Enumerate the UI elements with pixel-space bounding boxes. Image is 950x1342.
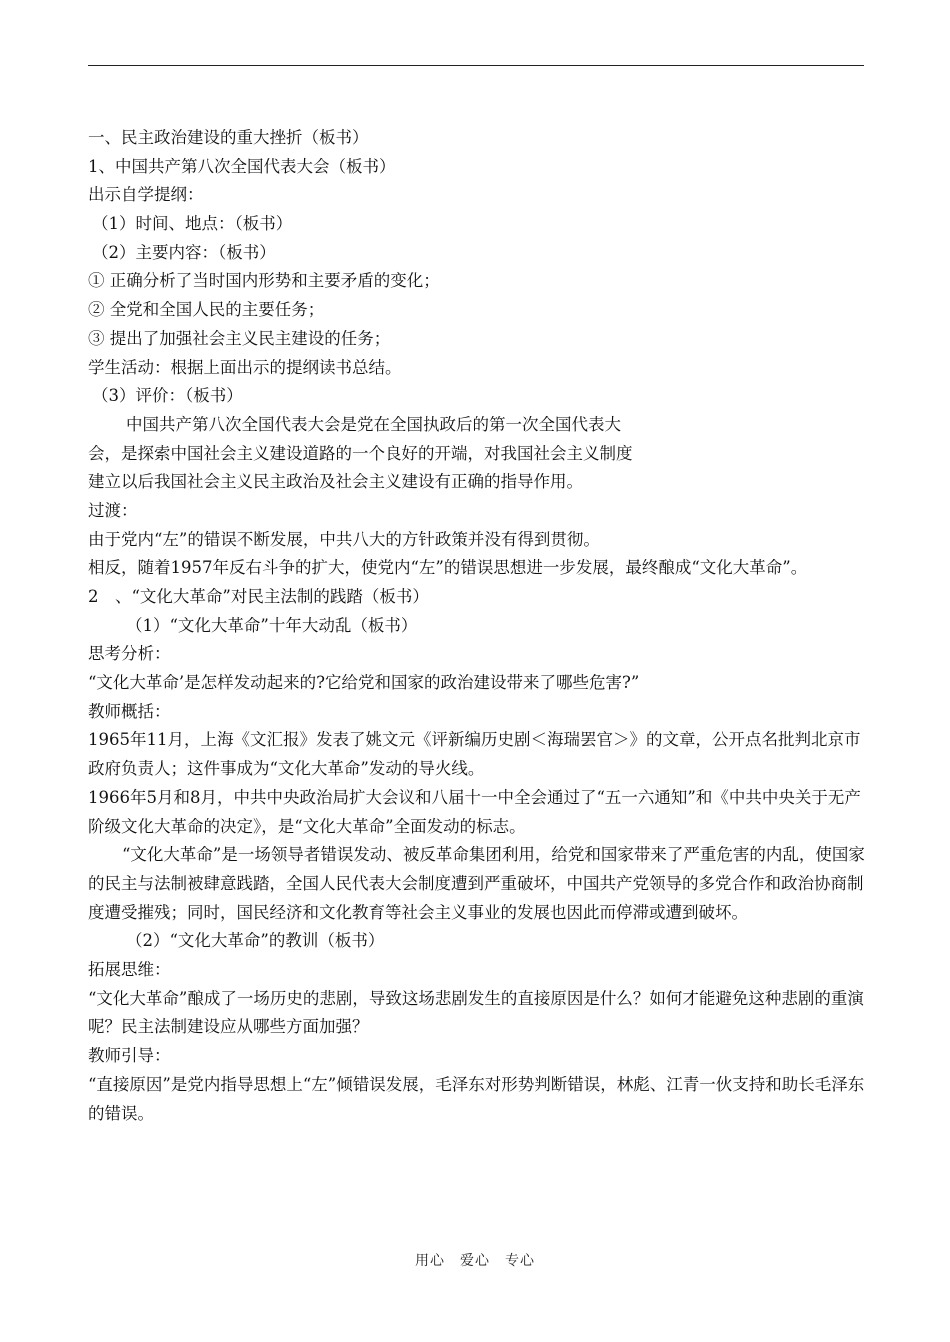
paragraph: “文化大革命”是一场领导者错误发动、被反革命集团利用，给党和国家带来了严重危害的内乱，使国家的民主与法制被肆意践踏，全国人民代表大会制度遭到严重破坏，中国共产党领导的多党合作和政治协商制度遭受摧残；同时，国民经济和文化教育等社会主义事业的发展也因此而停滞或遭到破坏。 — [88, 845, 865, 922]
paragraph: 1966年5月和8月，中共中央政治局扩大会议和八届十一中全会通过了“五一六通知”和《中共中央关于无产阶级文化大革命的决定》，是“文化大革命”全面发动的标志。 — [88, 787, 861, 836]
section-heading: 一、民主政治建设的重大挫折（板书） — [88, 128, 369, 147]
subsection-heading: 1、中国共产第八次全国代表大会（板书） — [88, 156, 396, 176]
numbered-point: ③ 提出了加强社会主义民主建设的任务； — [88, 328, 391, 348]
paragraph: 相反，随着1957年反右斗争的扩大，使党内“左”的错误思想进一步发展，最终酿成“文化大革命”。 — [88, 558, 808, 578]
paragraph: “文化大革命”酿成了一场历史的悲剧，导致这场悲剧发生的直接原因是什么？如何才能避免这种悲剧的重演呢？民主法制建设应从哪些方面加强？ — [88, 988, 864, 1037]
paragraph: “直接原因”是党内指导思想上“左”倾错误发展，毛泽东对形势判断错误，林彪、江青一伙支持和助长毛泽东的错误。 — [88, 1074, 865, 1123]
text-line: 教师概括： — [88, 701, 171, 721]
numbered-point: ② 全党和全国人民的主要任务； — [88, 300, 325, 320]
text-line: 建立以后我国社会主义民主政治及社会主义建设有正确的指导作用。 — [88, 472, 583, 492]
text-line: 出示自学提纲： — [88, 185, 204, 205]
text-line: 学生活动：根据上面出示的提纲读书总结。 — [88, 357, 402, 377]
document-body — [88, 124, 868, 1128]
question: “文化大革命’是怎样发动起来的?它给党和国家的政治建设带来了哪些危害?” — [88, 673, 640, 693]
header-rule — [88, 65, 864, 66]
text-line: 思考分析： — [88, 644, 171, 664]
outline-item: （3）评价：（板书） — [92, 386, 243, 406]
text-line: 教师引导： — [88, 1046, 171, 1066]
numbered-point: ① 正确分析了当时国内形势和主要矛盾的变化； — [88, 271, 440, 291]
sub-heading: （2）“文化大革命”的教训（板书） — [126, 931, 385, 951]
subsection-heading: 2 、“文化大革命”对民主法制的践踏（板书） — [88, 587, 429, 607]
outline-item: （1）时间、地点：（板书） — [92, 214, 293, 234]
paragraph: 1965年11月，上海《文汇报》发表了姚文元《评新编历史剧＜海瑞罢官＞》的文章，公开点名批判北京市政府负责人；这件事成为“文化大革命”发动的导火线。 — [88, 730, 861, 779]
text-line: 过渡： — [88, 500, 138, 520]
outline-item: （2）主要内容：（板书） — [92, 242, 276, 262]
sub-heading: （1）“文化大革命”十年大动乱（板书） — [126, 615, 418, 635]
text-line: 由于党内“左”的错误不断发展，中共八大的方针政策并没有得到贯彻。 — [88, 529, 600, 549]
text-line: 拓展思维： — [88, 960, 171, 980]
page-footer: 用心 爱心 专心 — [415, 1253, 535, 1269]
text-line: 中国共产第八次全国代表大会是党在全国执政后的第一次全国代表大 — [126, 414, 621, 434]
text-line: 会，是探索中国社会主义建设道路的一个良好的开端，对我国社会主义制度 — [88, 443, 633, 463]
